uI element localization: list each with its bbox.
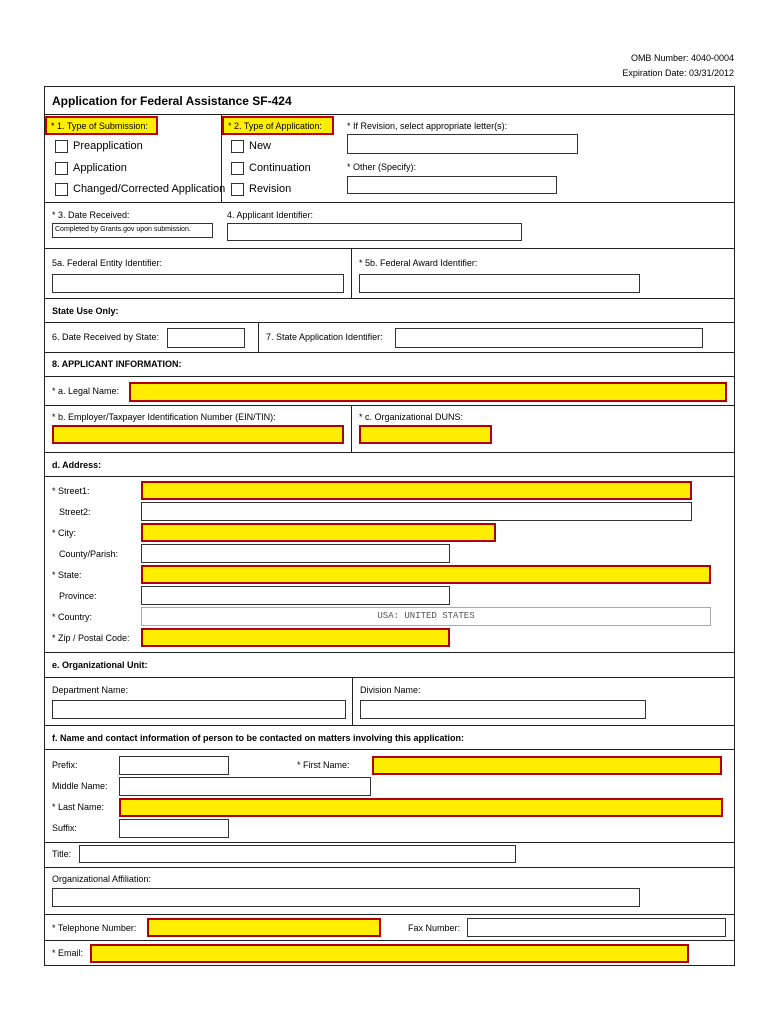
state-app-id-label: 7. State Application Identifier: <box>266 332 383 342</box>
date-by-state-label: 6. Date Received by State: <box>52 332 160 342</box>
application-type-label: * 2. Type of Application: <box>222 116 334 135</box>
applicant-identifier-field[interactable] <box>227 223 522 241</box>
new-checkbox[interactable] <box>231 140 244 153</box>
revision-label: Revision <box>249 183 292 195</box>
divider <box>351 405 352 452</box>
first-name-label: * First Name: <box>297 760 350 770</box>
department-field[interactable] <box>52 700 346 719</box>
org-affiliation-label: Organizational Affiliation: <box>52 874 151 884</box>
continuation-label: Continuation <box>249 162 311 174</box>
federal-entity-label: 5a. Federal Entity Identifier: <box>52 258 163 268</box>
divider <box>44 248 735 249</box>
province-field[interactable] <box>141 586 450 605</box>
divider <box>44 749 735 750</box>
divider <box>44 867 735 868</box>
duns-label: * c. Organizational DUNS: <box>359 412 464 422</box>
date-received-field: Completed by Grants.gov upon submission. <box>52 223 213 238</box>
divider <box>44 940 735 941</box>
middle-name-label: Middle Name: <box>52 781 108 791</box>
city-label: * City: <box>52 528 77 538</box>
legal-name-field[interactable] <box>129 382 727 402</box>
org-unit-heading: e. Organizational Unit: <box>52 660 148 670</box>
province-label: Province: <box>59 591 97 601</box>
state-field[interactable] <box>141 565 711 584</box>
org-affiliation-field[interactable] <box>52 888 640 907</box>
ein-label: * b. Employer/Taxpayer Identification Number (EIN/TIN): <box>52 412 276 422</box>
form-title: Application for Federal Assistance SF-424 <box>52 94 292 108</box>
country-field[interactable] <box>141 607 711 626</box>
divider <box>44 114 735 115</box>
date-by-state-field[interactable] <box>167 328 245 348</box>
other-specify-label: * Other (Specify): <box>347 162 417 172</box>
telephone-label: * Telephone Number: <box>52 923 137 933</box>
title-field[interactable] <box>79 845 516 863</box>
division-label: Division Name: <box>360 685 421 695</box>
ein-field[interactable] <box>52 425 344 444</box>
divider <box>44 405 735 406</box>
revision-label: * If Revision, select appropriate letter(s): <box>347 121 508 131</box>
divider <box>44 842 735 843</box>
state-app-id-field[interactable] <box>395 328 703 348</box>
first-name-field[interactable] <box>372 756 722 775</box>
county-label: County/Parish: <box>59 549 119 559</box>
legal-name-label: * a. Legal Name: <box>52 386 120 396</box>
divider <box>44 452 735 453</box>
street2-field[interactable] <box>141 502 692 521</box>
changed-corrected-checkbox[interactable] <box>55 183 68 196</box>
divider <box>258 322 259 352</box>
continuation-checkbox[interactable] <box>231 162 244 175</box>
changed-corrected-label: Changed/Corrected Application <box>73 183 226 195</box>
last-name-field[interactable] <box>119 798 723 817</box>
division-field[interactable] <box>360 700 646 719</box>
expiration-date: Expiration Date: 03/31/2012 <box>622 68 734 78</box>
email-field[interactable] <box>90 944 689 963</box>
divider <box>44 652 735 653</box>
omb-number: OMB Number: 4040-0004 <box>630 53 734 63</box>
other-specify-field[interactable] <box>347 176 557 194</box>
divider <box>44 352 735 353</box>
city-field[interactable] <box>141 523 496 542</box>
applicant-info-heading: 8. APPLICANT INFORMATION: <box>52 359 182 369</box>
divider <box>44 914 735 915</box>
title-label: Title: <box>52 849 72 859</box>
divider <box>351 248 352 298</box>
preapplication-checkbox[interactable] <box>55 140 68 153</box>
fax-field[interactable] <box>467 918 726 937</box>
submission-type-label: * 1. Type of Submission: <box>45 116 158 135</box>
preapplication-label: Preapplication <box>73 140 143 152</box>
contact-heading: f. Name and contact information of person to be contacted on matters involving this application: <box>52 733 465 743</box>
zip-field[interactable] <box>141 628 450 647</box>
divider <box>44 376 735 377</box>
street1-label: * Street1: <box>52 486 90 496</box>
date-received-label: * 3. Date Received: <box>52 210 130 220</box>
department-label: Department Name: <box>52 685 129 695</box>
street1-field[interactable] <box>141 481 692 500</box>
prefix-field[interactable] <box>119 756 229 775</box>
federal-award-field[interactable] <box>359 274 640 293</box>
application-checkbox[interactable] <box>55 162 68 175</box>
applicant-identifier-label: 4. Applicant Identifier: <box>227 210 314 220</box>
telephone-field[interactable] <box>147 918 381 937</box>
suffix-field[interactable] <box>119 819 229 838</box>
country-label: * Country: <box>52 612 93 622</box>
address-heading: d. Address: <box>52 460 102 470</box>
revision-checkbox[interactable] <box>231 183 244 196</box>
divider <box>44 322 735 323</box>
divider <box>44 476 735 477</box>
duns-field[interactable] <box>359 425 492 444</box>
street2-label: Street2: <box>59 507 91 517</box>
zip-label: * Zip / Postal Code: <box>52 633 130 643</box>
divider <box>44 725 735 726</box>
last-name-label: * Last Name: <box>52 802 105 812</box>
suffix-label: Suffix: <box>52 823 77 833</box>
divider <box>352 677 353 725</box>
county-field[interactable] <box>141 544 450 563</box>
revision-letter-field[interactable] <box>347 134 578 154</box>
country-value: USA: UNITED STATES <box>377 611 475 621</box>
state-label: * State: <box>52 570 82 580</box>
fax-label: Fax Number: <box>408 923 461 933</box>
state-use-heading: State Use Only: <box>52 306 119 316</box>
email-label: * Email: <box>52 948 84 958</box>
new-label: New <box>249 140 272 152</box>
divider <box>44 298 735 299</box>
divider <box>44 202 735 203</box>
federal-award-label: * 5b. Federal Award Identifier: <box>359 258 478 268</box>
prefix-label: Prefix: <box>52 760 78 770</box>
middle-name-field[interactable] <box>119 777 371 796</box>
divider <box>44 677 735 678</box>
federal-entity-field[interactable] <box>52 274 344 293</box>
application-label: Application <box>73 162 127 174</box>
